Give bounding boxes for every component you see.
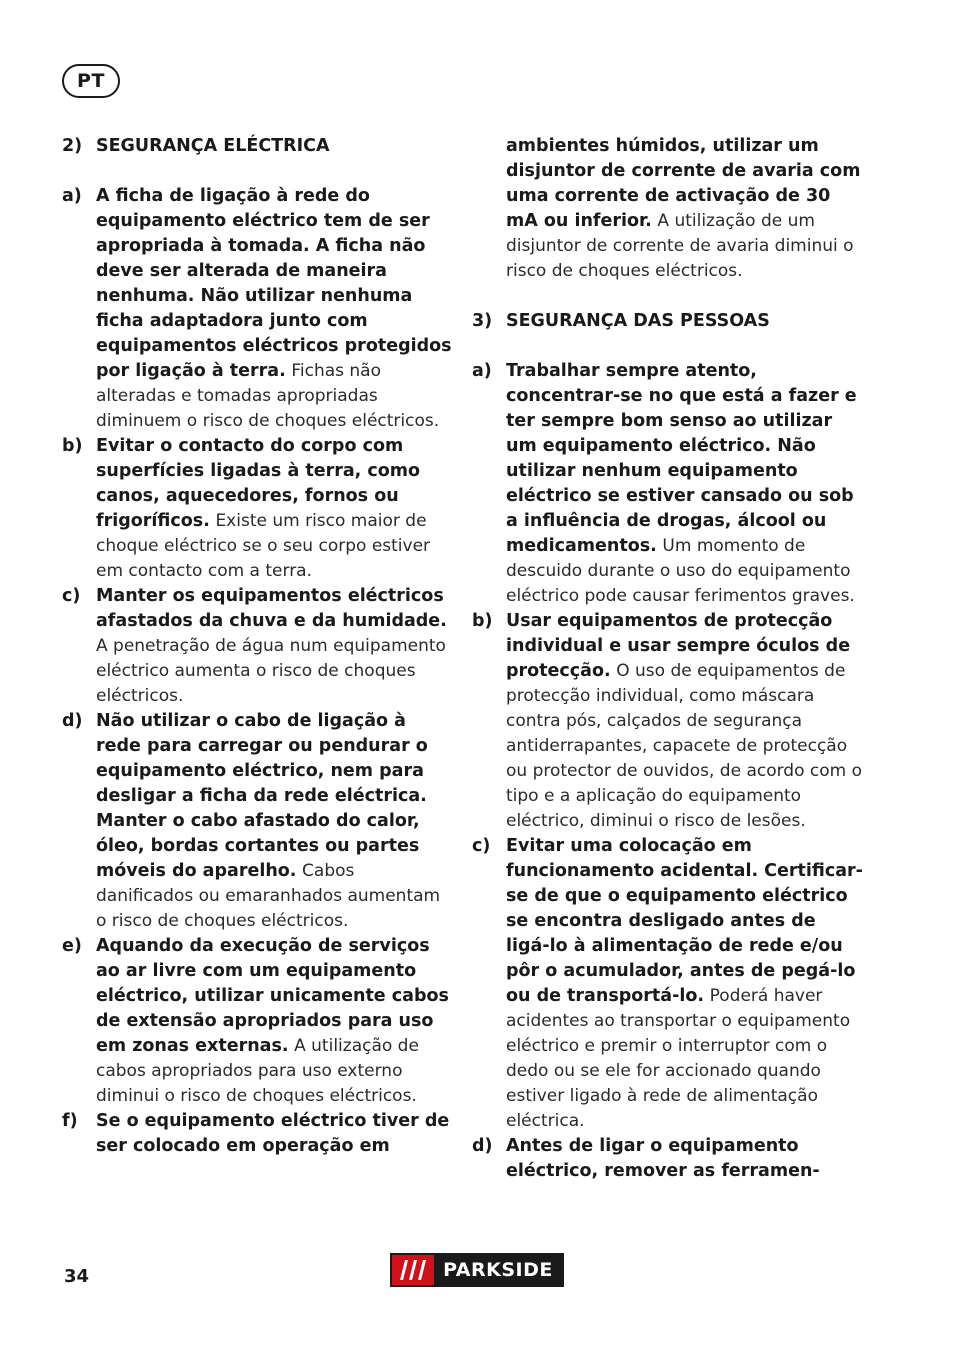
section-title: SEGURANÇA ELÉCTRICA [96,136,330,156]
item-text: Existe um risco maior de choque eléctrico se o seu corpo estiver em contacto com a terra. [96,511,431,581]
left-column [62,134,452,1159]
item-bold-text: A ficha de ligação à rede do equipamento eléctrico tem de ser apropriada à tomada. A ficha não deve ser alterada de maneira nenhuma. Não utilizar nenhuma ficha adaptadora junto com equipamentos eléctricos protegidos por ligação à terra. [96,186,452,381]
item-bold-text: Não utilizar o cabo de ligação à rede para carregar ou pendurar o equipamento eléctrico, nem para desligar a ficha da rede eléctrica. Manter o cabo afastado do calor, óleo, bordas cortantes ou partes móveis do aparelho. [96,711,428,881]
item-text: A penetração de água num equipamento eléctrico aumenta o risco de choques eléctricos. [96,636,446,706]
item-bold-text: Se o equipamento eléctrico tiver de ser colocado em operação em [96,1111,450,1156]
item-bold-text: Evitar o contacto do corpo com superfícies ligadas à terra, como canos, aquecedores, fornos ou frigoríficos. [96,436,421,531]
list-item [472,609,864,834]
list-item [62,434,452,584]
item-marker: b) [62,436,83,456]
section-number: 3) [472,311,493,331]
list-item [62,184,452,434]
item-marker: a) [62,186,82,206]
list-item [472,359,864,609]
section-heading-personal-safety [472,309,864,334]
item-marker: c) [62,586,81,606]
item-marker: c) [472,836,491,856]
list-item [472,1134,864,1184]
brand-logo [390,1253,564,1287]
item-text: O uso de equipamentos de protecção individual, como máscara contra pós, calçados de segurança antiderrapantes, capacete de protecção ou protector de ouvidos, de acordo com o tipo e a aplicação do equipamento eléctrico, diminui o risco de lesões. [506,661,863,831]
section-heading-electrical-safety [62,134,452,159]
language-badge: PT [62,64,120,98]
page-number: 34 [64,1266,90,1287]
list-item [62,584,452,709]
item-bold-text: ambientes húmidos, utilizar um disjuntor de corrente de avaria com uma corrente de activação de 30 mA ou inferior. [506,136,861,231]
logo-stripes-icon [392,1255,434,1285]
list-item-continuation [472,134,864,284]
item-bold-text: Evitar uma colocação em funcionamento acidental. Certificar-se de que o equipamento eléctrico se encontra desligado antes de ligá-lo à alimentação de rede e/ou pôr o acumulador, antes de pegá-lo ou de transportá-lo. [506,836,863,1006]
right-column [472,134,864,1184]
list-item [62,709,452,934]
section-number: 2) [62,136,83,156]
item-text: Cabos danificados ou emaranhados aumentam o risco de choques eléctricos. [96,861,441,931]
item-bold-text: Antes de ligar o equipamento eléctrico, remover as ferramen- [506,1136,820,1181]
item-text: Poderá haver acidentes ao transportar o equipamento eléctrico e premir o interruptor com o dedo ou se ele for accionado quando estiver ligado à rede de alimentação eléctrica. [506,986,851,1131]
item-bold-text: Manter os equipamentos eléctricos afastados da chuva e da humidade. [96,586,447,631]
item-text: Fichas não alteradas e tomadas apropriadas diminuem o risco de choques eléctricos. [96,361,440,431]
list-item [62,1109,452,1159]
list-item [62,934,452,1109]
item-marker: a) [472,361,492,381]
item-bold-text: Aquando da execução de serviços ao ar livre com um equipamento eléctrico, utilizar unicamente cabos de extensão apropriados para uso em zonas externas. [96,936,449,1056]
item-bold-text: Usar equipamentos de protecção individual e usar sempre óculos de protecção. [506,611,851,681]
item-text: A utilização de cabos apropriados para uso externo diminui o risco de choques eléctricos. [96,1036,419,1106]
item-marker: d) [472,1136,493,1156]
section-title: SEGURANÇA DAS PESSOAS [506,311,770,331]
item-marker: b) [472,611,493,631]
item-marker: d) [62,711,83,731]
item-bold-text: Trabalhar sempre atento, concentrar-se no que está a fazer e ter sempre bom senso ao utilizar um equipamento eléctrico. Não utilizar nenhum equipamento eléctrico se estiver cansado ou sob a influência de drogas, álcool ou medicamentos. [506,361,857,556]
item-text: Um momento de descuido durante o uso do equipamento eléctrico pode causar ferimentos graves. [506,536,855,606]
brand-name: PARKSIDE [434,1255,562,1285]
item-marker: e) [62,936,82,956]
item-text: A utilização de um disjuntor de corrente de avaria diminui o risco de choques eléctricos. [506,211,854,281]
list-item [472,834,864,1134]
item-marker: f) [62,1111,78,1131]
